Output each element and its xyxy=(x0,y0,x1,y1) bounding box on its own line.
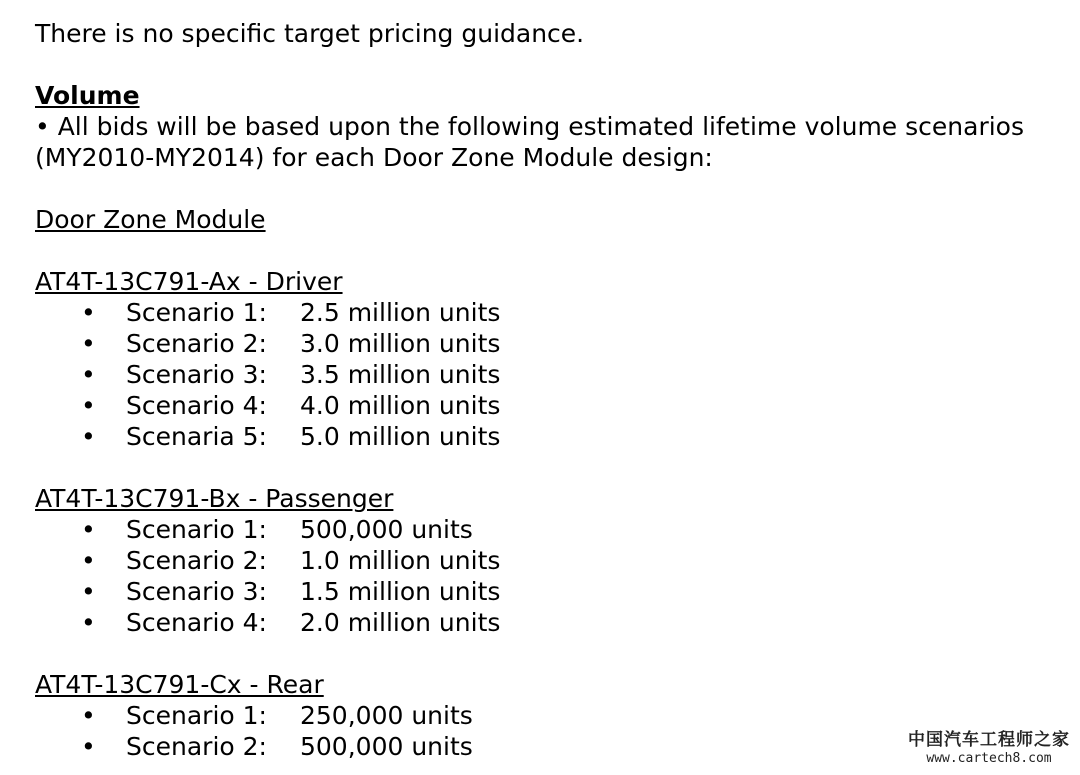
scenario-item xyxy=(35,576,1070,607)
bullet-icon: • xyxy=(81,608,96,637)
scenario-value: 250,000 units xyxy=(300,701,473,730)
scenario-list xyxy=(35,514,1070,638)
group-passenger xyxy=(35,483,1070,638)
scenario-label: Scenario 2: xyxy=(126,329,267,358)
scenario-label: Scenario 4: xyxy=(126,391,267,420)
scenario-item xyxy=(35,297,1070,328)
scenario-label: Scenaria 5: xyxy=(126,422,267,451)
bullet-icon: • xyxy=(81,391,96,420)
volume-bullet-text: • All bids will be based upon the following estimated lifetime volume scenarios (MY2010-MY2014) for each Door Zone Module design: xyxy=(35,112,1024,172)
scenario-value: 1.5 million units xyxy=(300,577,501,606)
bullet-icon: • xyxy=(81,577,96,606)
group-title: AT4T-13C791-Cx - Rear xyxy=(35,670,324,699)
group-title: AT4T-13C791-Bx - Passenger xyxy=(35,484,394,513)
scenario-label: Scenario 2: xyxy=(126,732,267,761)
spacer xyxy=(35,49,1070,80)
scenario-item xyxy=(35,421,1070,452)
watermark-url: www.cartech8.com xyxy=(926,751,1052,766)
scenario-value: 500,000 units xyxy=(300,515,473,544)
group-title: AT4T-13C791-Ax - Driver xyxy=(35,267,343,296)
spacer xyxy=(35,235,1070,266)
scenario-item xyxy=(35,390,1070,421)
spacer xyxy=(35,638,1070,669)
scenario-list xyxy=(35,297,1070,452)
scenario-label: Scenario 1: xyxy=(126,298,267,327)
volume-heading: Volume xyxy=(35,81,140,110)
bullet-icon: • xyxy=(81,515,96,544)
bullet-icon: • xyxy=(81,701,96,730)
scenario-value: 3.0 million units xyxy=(300,329,501,358)
bullet-icon: • xyxy=(81,422,96,451)
scenario-value: 4.0 million units xyxy=(300,391,501,420)
scenario-item xyxy=(35,700,1070,731)
scenario-label: Scenario 1: xyxy=(126,515,267,544)
spacer xyxy=(35,173,1070,204)
scenario-value: 1.0 million units xyxy=(300,546,501,575)
scenario-item xyxy=(35,328,1070,359)
scenario-label: Scenario 3: xyxy=(126,577,267,606)
document-body xyxy=(35,18,1070,762)
bullet-icon: • xyxy=(81,360,96,389)
intro-text: There is no specific target pricing guidance. xyxy=(35,19,585,48)
scenario-item xyxy=(35,545,1070,576)
scenario-value: 2.5 million units xyxy=(300,298,501,327)
scenario-value: 3.5 million units xyxy=(300,360,501,389)
scenario-label: Scenario 4: xyxy=(126,608,267,637)
watermark-title: 中国汽车工程师之家 xyxy=(908,730,1070,750)
module-heading: Door Zone Module xyxy=(35,205,266,234)
scenario-item xyxy=(35,607,1070,638)
scenario-item xyxy=(35,359,1070,390)
bullet-icon: • xyxy=(81,298,96,327)
scenario-label: Scenario 3: xyxy=(126,360,267,389)
scenario-value: 500,000 units xyxy=(300,732,473,761)
bullet-icon: • xyxy=(81,329,96,358)
scenario-item xyxy=(35,514,1070,545)
bullet-icon: • xyxy=(81,546,96,575)
scenario-value: 2.0 million units xyxy=(300,608,501,637)
group-driver xyxy=(35,266,1070,452)
scenario-value: 5.0 million units xyxy=(300,422,501,451)
scenario-label: Scenario 2: xyxy=(126,546,267,575)
spacer xyxy=(35,452,1070,483)
scenario-label: Scenario 1: xyxy=(126,701,267,730)
watermark xyxy=(908,729,1070,767)
bullet-icon: • xyxy=(81,732,96,761)
